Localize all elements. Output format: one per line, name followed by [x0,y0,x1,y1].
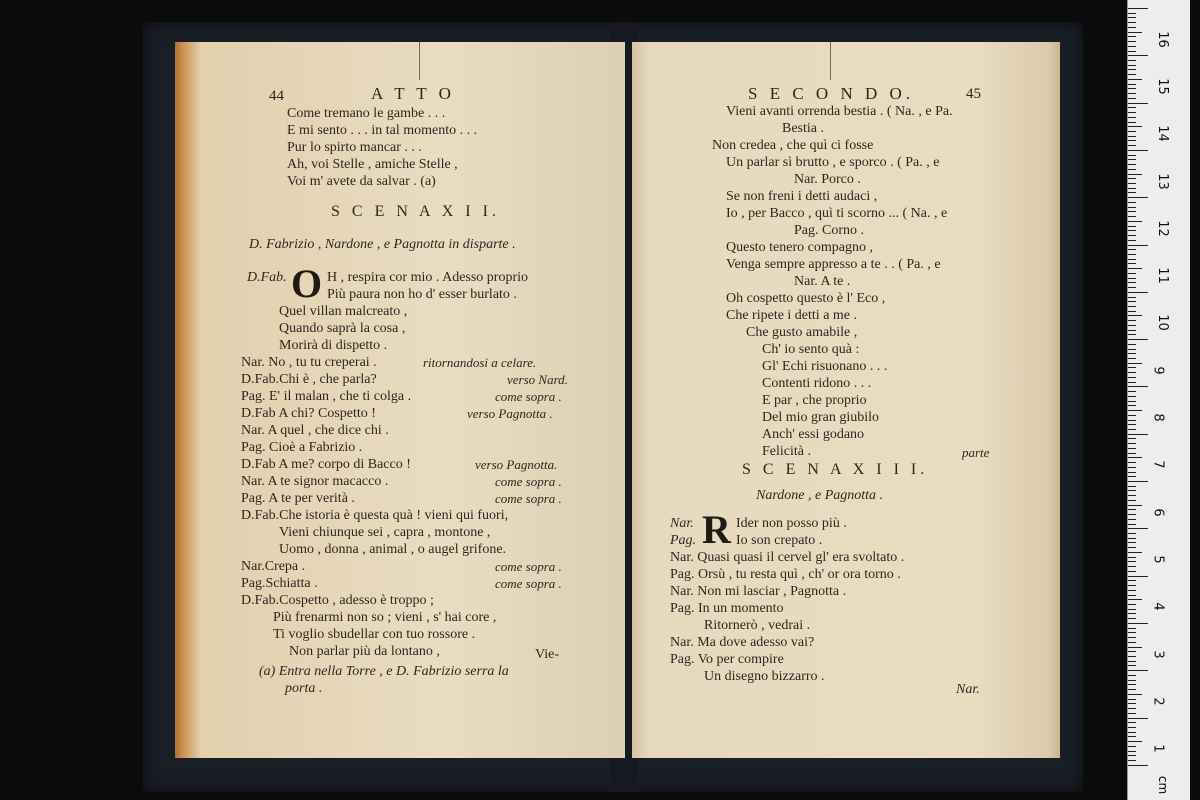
ruler-tick [1128,420,1136,421]
ruler-number: 6 [1150,508,1166,517]
ruler-tick [1128,55,1148,56]
dialogue-line: Pag. Vo per compire [670,652,784,667]
verse-line: Questo tenero compagno , [726,240,873,255]
ruler-tick [1128,628,1136,629]
ruler-tick [1128,358,1136,359]
verse-line: Venga sempre appresso a te . . ( Pa. , e [726,257,941,272]
ruler-tick [1128,349,1136,350]
ruler-number: 11 [1154,267,1170,284]
verse-line: Ritornerò , vedrai . [704,618,811,633]
verse-line: Come tremano le gambe . . . [287,106,446,121]
ruler-tick [1128,339,1148,340]
ruler-tick [1128,415,1136,416]
stage-direction: come sopra . [495,576,562,591]
verse-line: Del mio gran giubilo [762,410,880,425]
verse-line: Più paura non ho d' esser burlato . [327,287,517,302]
ruler-number: 2 [1150,697,1166,706]
ruler-tick [1128,500,1136,501]
ruler-tick [1128,689,1136,690]
footnote: (a) Entra nella Torre , e D. Fabrizio serra la [259,664,509,679]
ruler-tick [1128,651,1136,652]
ruler-number: 15 [1154,78,1170,95]
ruler-tick [1128,27,1136,28]
ruler-tick [1128,273,1136,274]
ruler-tick [1128,74,1136,75]
ruler-tick [1128,755,1136,756]
ruler-tick [1128,69,1136,70]
verse-line: Quando saprà la cosa , [279,321,406,336]
ruler-tick [1128,727,1136,728]
ruler-tick [1128,708,1136,709]
dialogue-line: Nar. No , tu tu creperai . [241,355,377,370]
ruler-tick [1128,377,1136,378]
scene-persons: D. Fabrizio , Nardone , e Pagnotta in disparte . [249,237,516,252]
ruler-tick [1128,604,1136,605]
verse-line: Nar. A te . [794,274,851,289]
dialogue-line: Nar.Crepa . [241,559,306,574]
ruler-tick [1128,684,1136,685]
ruler-number: 5 [1150,555,1166,564]
ruler-tick [1128,670,1148,671]
ruler-tick [1128,13,1136,14]
ruler-tick [1128,476,1136,477]
dialogue-line: Pag. A te per verità . [241,491,355,506]
ruler-tick [1128,84,1136,85]
ruler-number: 1 [1150,744,1166,753]
ruler-tick [1128,751,1136,752]
ruler-number: 10 [1154,314,1170,332]
ruler-tick [1128,467,1136,468]
page-number: 45 [966,86,981,102]
ruler-tick [1128,722,1136,723]
ruler-tick [1128,46,1136,47]
ruler-tick [1128,613,1136,614]
dialogue-line: Nar. Ma dove adesso vai? [670,635,815,650]
verse-line: Vieni chiunque sei , capra , montone , [279,525,491,540]
ruler-tick [1128,202,1136,203]
ruler-tick [1128,462,1136,463]
ruler-tick [1128,226,1136,227]
ruler-tick [1128,306,1136,307]
ruler-tick [1128,448,1136,449]
ruler-tick [1128,36,1136,37]
ruler-tick [1128,382,1136,383]
dialogue-line: Pag. Cioè a Fabrizio . [241,440,363,455]
verse-line: Nar. Porco . [794,172,861,187]
verse-line: Un parlar sì brutto , e sporco . ( Pa. , e [726,155,940,170]
ruler-tick [1128,169,1136,170]
speaker-label: Pag. [670,533,697,548]
dialogue-line: Pag.Schiatta . [241,576,318,591]
ruler-tick [1128,107,1136,108]
ruler-tick [1128,647,1142,648]
verse-line: Ti voglio sbudellar con tuo rossore . [273,627,476,642]
ruler-tick [1128,367,1136,368]
ruler-number: 8 [1150,413,1166,422]
dialogue-line: Nar. A te signor macacco . [241,474,389,489]
stage-direction: come sopra . [495,389,562,404]
ruler-tick [1128,699,1136,700]
ruler-number: 9 [1150,366,1166,375]
left-page [175,42,625,758]
verse-line: E mi sento . . . in tal momento . . . [287,123,478,138]
verse-line: Anch' essi godano [762,427,865,442]
ruler-tick [1128,457,1142,458]
verse-line: Voi m' avete da salvar . (a) [287,174,436,189]
ruler-tick [1128,538,1136,539]
ruler-tick [1128,65,1136,66]
ruler-tick [1128,642,1136,643]
ruler-tick [1128,732,1136,733]
ruler-tick [1128,174,1142,175]
ruler-tick [1128,557,1136,558]
ruler-tick [1128,178,1136,179]
ruler-tick [1128,618,1136,619]
ruler-tick [1128,230,1136,231]
ruler-tick [1128,519,1136,520]
page-crease [419,42,420,80]
stage-direction: come sopra . [495,491,562,506]
ruler-tick [1128,278,1136,279]
ruler-tick [1128,637,1136,638]
ruler-tick [1128,249,1136,250]
ruler-tick [1128,632,1136,633]
ruler-tick [1128,424,1136,425]
ruler-tick [1128,718,1148,719]
ruler-tick [1128,609,1136,610]
ruler-tick [1128,60,1136,61]
dialogue-line: D.Fab A me? corpo di Bacco ! [241,457,411,472]
ruler-unit: cm [1156,775,1171,795]
page-number: 44 [269,88,284,104]
ruler-tick [1128,117,1136,118]
ruler-tick [1128,580,1136,581]
ruler-tick [1128,372,1136,373]
ruler-tick [1128,585,1136,586]
ruler-tick [1128,438,1136,439]
verse-line: Pag. Corno . [794,223,864,238]
running-head: A T T O [371,84,455,103]
ruler-tick [1128,542,1136,543]
ruler-tick [1128,268,1142,269]
verse-line: Non credea , che quì ci fosse [712,138,874,153]
verse-line: E par , che proprio [762,393,867,408]
ruler-tick [1128,675,1136,676]
ruler-tick [1128,330,1136,331]
ruler-tick [1128,155,1136,156]
speaker-label: D.Fab. [247,270,287,285]
stage-direction: verso Pagnotta . [467,406,553,421]
ruler-tick [1128,386,1148,387]
footnote: porta . [285,681,323,696]
dialogue-line: Pag. E' il malan , che ti colga . [241,389,412,404]
ruler-tick [1128,547,1136,548]
verse-line: Più frenarmi non so ; vieni , s' hai core , [273,610,497,625]
ruler-tick [1128,434,1148,435]
verse-line: Ch' io sento quà : [762,342,860,357]
ruler-tick [1128,297,1136,298]
stage-direction: verso Nard. [507,372,568,387]
verse-line: Ah, voi Stelle , amiche Stelle , [287,157,458,172]
dialogue-line: Nar. Quasi quasi il cervel gl' era svoltato . [670,550,905,565]
ruler-tick [1128,571,1136,572]
verse-line: Che ripete i detti a me . [726,308,858,323]
ruler-number: 3 [1150,649,1166,659]
ruler-tick [1128,150,1148,151]
ruler-tick [1128,566,1136,567]
ruler-tick [1128,287,1136,288]
ruler-tick [1128,680,1136,681]
ruler-tick [1128,17,1136,18]
ruler-tick [1128,590,1136,591]
ruler-tick [1128,656,1136,657]
ruler-tick [1128,746,1136,747]
stage-direction: ritornandosi a celare. [423,355,537,370]
ruler-tick [1128,765,1148,766]
stage-direction: come sopra . [495,474,562,489]
ruler-tick [1128,79,1142,80]
ruler-tick [1128,334,1136,335]
dialogue-line: D.Fab.Chi è , che parla? [241,372,377,387]
ruler-tick [1128,576,1148,577]
ruler-tick [1128,192,1136,193]
ruler-tick [1128,391,1136,392]
ruler-tick [1128,623,1148,624]
ruler-tick [1128,145,1136,146]
ruler-tick [1128,122,1136,123]
ruler-tick [1128,325,1136,326]
dialogue-line: Pag. Orsù , tu resta quì , ch' or ora torno . [670,567,901,582]
ruler-tick [1128,736,1136,737]
ruler-tick [1128,453,1136,454]
ruler-tick [1128,136,1136,137]
ruler-number: 14 [1154,125,1170,143]
stage-direction: verso Pagnotta. [475,457,558,472]
ruler-tick [1128,405,1136,406]
ruler-tick [1128,240,1136,241]
ruler-tick [1128,486,1136,487]
verse-line: H , respira cor mio . Adesso proprio [327,270,529,285]
ruler-tick [1128,259,1136,260]
verse-line: Vieni avanti orrenda bestia . ( Na. , e Pa. [726,104,953,119]
scene-heading: S C E N A X I I I. [742,461,929,478]
ruler-tick [1128,703,1136,704]
ruler-tick [1128,183,1136,184]
page-crease [830,42,831,80]
ruler-tick [1128,410,1142,411]
dialogue-line: D.Fab.Cospetto , adesso è troppo ; [241,593,434,608]
ruler-tick [1128,694,1142,695]
catchword: Nar. [956,682,980,697]
ruler-tick [1128,301,1136,302]
ruler-tick [1128,41,1136,42]
ruler-tick [1128,713,1136,714]
stage-direction: parte [962,445,990,460]
ruler-tick [1128,254,1136,255]
ruler-tick [1128,159,1136,160]
running-head: S E C O N D O. [748,84,915,103]
ruler-tick [1128,8,1148,9]
ruler-tick [1128,112,1136,113]
dialogue-line: D.Fab A chi? Cospetto ! [241,406,376,421]
drop-cap: O [291,261,323,306]
ruler-tick [1128,353,1136,354]
ruler-tick [1128,93,1136,94]
ruler-tick [1128,88,1136,89]
verse-line: Bestia . [782,121,824,136]
verse-line: Oh cospetto questo è l' Eco , [726,291,886,306]
ruler-number: 16 [1154,30,1170,48]
ruler-tick [1128,524,1136,525]
verse-line: Un disegno bizzarro . [704,669,825,684]
ruler-tick [1128,22,1136,23]
verse-line: Uomo , donna , animal , o augel grifone. [279,542,507,557]
stage-direction: come sopra . [495,559,562,574]
ruler-tick [1128,320,1136,321]
verse-line: Se non freni i detti audaci , [726,189,878,204]
ruler-tick [1128,188,1136,189]
ruler-tick [1128,207,1136,208]
ruler-tick [1128,505,1142,506]
ruler-number: 12 [1154,220,1170,237]
ruler-tick [1128,344,1136,345]
ruler-tick [1128,495,1136,496]
ruler-tick [1128,561,1136,562]
ruler-tick [1128,509,1136,510]
ruler-tick [1128,292,1148,293]
ruler-number: 13 [1154,172,1170,190]
ruler-tick [1128,126,1142,127]
scene-heading: S C E N A X I I. [331,203,500,220]
ruler-tick [1128,32,1142,33]
catchword: Vie- [535,647,560,662]
verse-line: Contenti ridono . . . [762,376,872,391]
dialogue-line: Nar. Non mi lasciar , Pagnotta . [670,584,847,599]
ruler-tick [1128,216,1136,217]
ruler-tick [1128,311,1136,312]
ruler-tick [1128,51,1136,52]
verse-line: Quel villan malcreato , [279,304,408,319]
dialogue-line: Pag. In un momento [670,601,784,616]
verse-line: Non parlar più da lontano , [289,644,440,659]
ruler-tick [1128,221,1142,222]
ruler-tick [1128,665,1136,666]
ruler-tick [1128,490,1136,491]
ruler-tick [1128,315,1142,316]
ruler-tick [1128,533,1136,534]
scene-persons: Nardone , e Pagnotta . [756,488,884,503]
speaker-label: Nar. [670,516,694,531]
ruler-tick [1128,98,1136,99]
ruler-number: 4 [1150,602,1166,611]
ruler-tick [1128,197,1148,198]
ruler-tick [1128,396,1136,397]
ruler-number: 7 [1150,460,1166,469]
verse-line: Io son crepato . [736,533,823,548]
ruler-tick [1128,245,1148,246]
ruler-tick [1128,528,1148,529]
ruler-tick [1128,599,1142,600]
verse-line: Ider non posso più . [736,516,847,531]
ruler-tick [1128,472,1136,473]
verse-line: Gl' Echi risuonano . . . [762,359,888,374]
ruler-tick [1128,401,1136,402]
dialogue-line: Nar. A quel , che dice chi . [241,423,389,438]
verse-line: Felicità . [762,444,811,459]
ruler-tick [1128,443,1136,444]
right-page [632,42,1060,758]
dialogue-line: D.Fab.Che istoria è questa quà ! vieni qui fuori, [241,508,509,523]
drop-cap: R [702,507,731,552]
ruler-tick [1128,103,1148,104]
ruler-tick [1128,429,1136,430]
verse-line: Morirà di dispetto . [279,338,388,353]
ruler-tick [1128,741,1142,742]
ruler-tick [1128,211,1136,212]
ruler-tick [1128,481,1148,482]
verse-line: Pur lo spirto mancar . . . [287,140,422,155]
ruler-tick [1128,514,1136,515]
ruler-tick [1128,282,1136,283]
ruler-tick [1128,235,1136,236]
verse-line: Io , per Bacco , quì ti scorno ... ( Na. , e [726,206,948,221]
ruler-tick [1128,263,1136,264]
ruler-tick [1128,760,1136,761]
verse-line: Che gusto amabile , [746,325,858,340]
ruler-tick [1128,661,1136,662]
ruler-tick [1128,164,1136,165]
ruler-tick [1128,140,1136,141]
ruler-tick [1128,131,1136,132]
ruler-tick [1128,595,1136,596]
ruler-tick [1128,363,1142,364]
measuring-ruler [1127,0,1190,800]
ruler-tick [1128,552,1142,553]
